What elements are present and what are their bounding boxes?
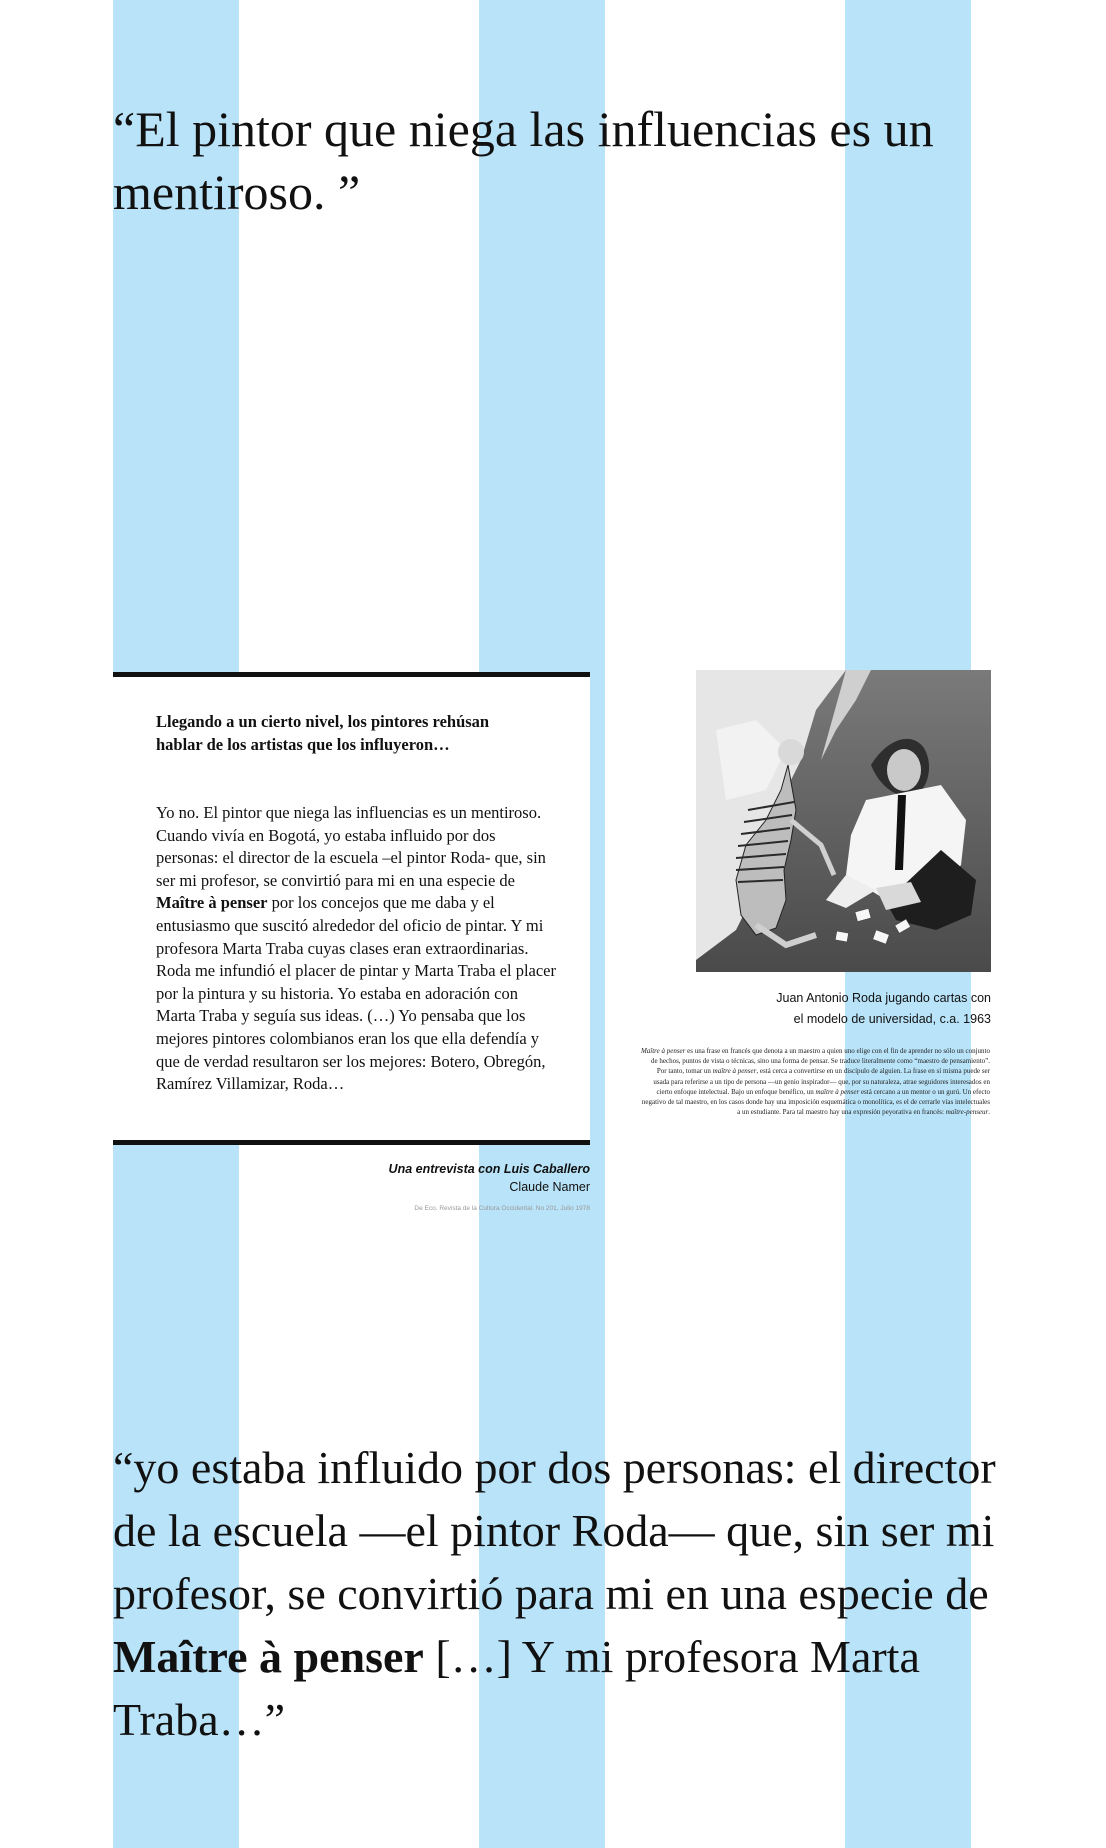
photo-caption-line-2: el modelo de universidad, c.a. 1963 [793, 1012, 991, 1026]
bottom-quote-text: “yo estaba influido por dos personas: el director de la escuela —el pintor Roda— que, sin ser mi profesor, se convirtió para mi en una especie de [113, 1442, 996, 1619]
bottom-quote-text-end: […] Y mi profesora Marta Traba…” [113, 1631, 920, 1745]
top-quote: “El pintor que niega las influencias es un mentiroso. ” [113, 101, 934, 220]
bottom-quote-emphasis: Maître à penser [113, 1631, 424, 1682]
credit-title: Una entrevista con Luis Caballero [388, 1162, 590, 1176]
maitre-a-penser-note [640, 1046, 990, 1117]
interview-box [113, 672, 590, 1145]
note-term: maître-penseur [945, 1108, 989, 1117]
note-text: . [988, 1108, 990, 1117]
note-text: está cercano a un mentor o un gurú. Un efecto negativo de tal maestro, en los casos donde hay una imposición esquemática o monolítica, es el de cerrarle vías intelectuales a un estudiante. Para tal maestro hay una expresión peyorativa en francés: [641, 1087, 990, 1117]
credit-source: De Eco. Revista de la Cultura Occidental. No 201, Julio 1978 [414, 1205, 590, 1212]
credit-author: Claude Namer [509, 1180, 590, 1194]
interview-answer-emphasis: Maître à penser [156, 893, 268, 913]
interview-question: Llegando a un cierto nivel, los pintores rehúsan hablar de los artistas que los influyeron… [156, 712, 490, 754]
photo-caption-line-1: Juan Antonio Roda jugando cartas con [776, 991, 991, 1005]
note-term: maître à penser [815, 1087, 860, 1096]
photo-image [696, 670, 991, 972]
bottom-quote [113, 1436, 1013, 1751]
note-term: maître à penser [712, 1067, 757, 1076]
photo-caption [776, 988, 991, 1030]
interview-answer-text-end: por los concejos que me daba y el entusiasmo que suscitó alrededor del oficio de pintar. Y mi profesora Marta Traba cuyas clases eran extraordinarias. Roda me infundió el placer de pintar y Marta Traba el placer por la pintura y su historia. Yo estaba en adoración con Marta Traba y seguía sus ideas. (…) Yo pensaba que los mejores pintores colombianos eran los que ella defendía y que de verdad resultaron ser los mejores: Botero, Obregón, Ramírez Villamizar, Roda… [156, 893, 556, 1094]
note-text: es una frase en francés que denota a un maestro a quien uno elige con el fin de aprender no sólo un conjunto de hechos, puntos de vista o técnicas, sino una forma de pensar. Se traduce literalmente como “maestro de pensamiento”. Por tanto, tomar un [651, 1047, 990, 1076]
interview-answer-text: Yo no. El pintor que niega las influencias es un mentiroso. Cuando vivía en Bogotá, yo estaba influido por dos personas: el director de la escuela –el pintor Roda- que, sin ser mi profesor, se convirtió para mi en una especie de [156, 803, 546, 890]
interview-answer [156, 802, 556, 1096]
note-text: , está cerca a convertirse en un discípulo de alguien. La frase en sí misma puede ser usada para referirse a un tipo de persona —un genio inspirador— que, por su naturaleza, atrae seguidores interesados en cierto enfoque intelectual. Bajo un enfoque benéfico, un [653, 1067, 990, 1096]
photo-skeleton-cards [696, 670, 991, 972]
note-term: Maître à penser [640, 1047, 686, 1055]
